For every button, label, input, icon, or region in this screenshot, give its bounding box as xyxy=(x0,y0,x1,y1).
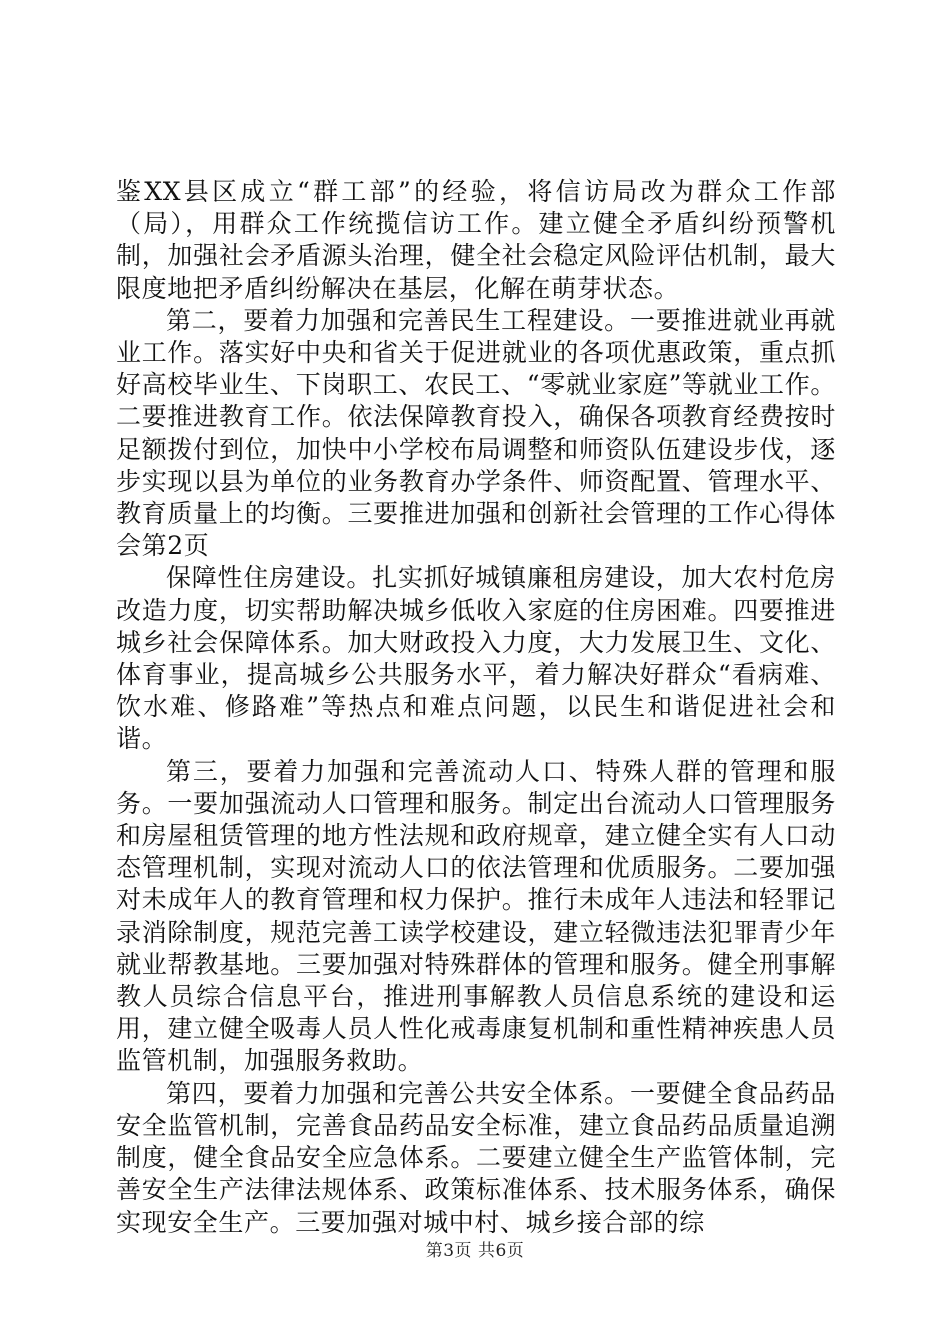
page-number-footer: 第3页 共6页 xyxy=(425,1241,525,1261)
paragraph-2: 第二，要着力加强和完善民生工程建设。一要推进就业再就业工作。落实好中央和省关于促进就业的各项优惠政策，重点抓好高校毕业生、下岗职工、农民工、“零就业家庭”等就业工作。二要推进教育工作。依法保障教育投入，确保各项教育经费按时足额拨付到位，加快中小学校布局调整和师资队伍建设步伐，逐步实现以县为单位的业务教育办学条件、师资配置、管理水平、教育质量上的均衡。三要推进加强和创新社会管理的工作心得体会第2页 xyxy=(116,305,836,561)
paragraph-5: 第四，要着力加强和完善公共安全体系。一要健全食品药品安全监管机制，完善食品药品安全标准，建立食品药品质量追溯制度，健全食品安全应急体系。二要建立健全生产监管体制，完善安全生产法律法规体系、政策标准体系、技术服务体系，确保实现安全生产。三要加强对城中村、城乡接合部的综 xyxy=(116,1078,836,1237)
paragraph-3: 保障性住房建设。扎实抓好城镇廉租房建设，加大农村危房改造力度，切实帮助解决城乡低收入家庭的住房困难。四要推进城乡社会保障体系。加大财政投入力度，大力发展卫生、文化、体育事业，提高城乡公共服务水平，着力解决好群众“看病难、饮水难、修路难”等热点和难点问题，以民生和谐促进社会和谐。 xyxy=(116,563,836,754)
paragraph-1: 鉴XX县区成立“群工部”的经验，将信访局改为群众工作部（局），用群众工作统揽信访工作。建立健全矛盾纠纷预警机制，加强社会矛盾源头治理，健全社会稳定风险评估机制，最大限度地把矛盾纠纷解决在基层，化解在萌芽状态。 xyxy=(116,177,836,303)
paragraph-4: 第三，要着力加强和完善流动人口、特殊人群的管理和服务。一要加强流动人口管理和服务。制定出台流动人口管理服务和房屋租赁管理的地方性法规和政府规章，建立健全实有人口动态管理机制，实现对流动人口的依法管理和优质服务。二要加强对未成年人的教育管理和权力保护。推行未成年人违法和轻罪记录消除制度，规范完善工读学校建设，建立轻微违法犯罪青少年就业帮教基地。三要加强对特殊群体的管理和服务。健全刑事解教人员综合信息平台，推进刑事解教人员信息系统的建设和运用，建立健全吸毒人员人性化戒毒康复机制和重性精神疾患人员监管机制，加强服务救助。 xyxy=(116,756,836,1076)
document-body xyxy=(116,176,836,1239)
